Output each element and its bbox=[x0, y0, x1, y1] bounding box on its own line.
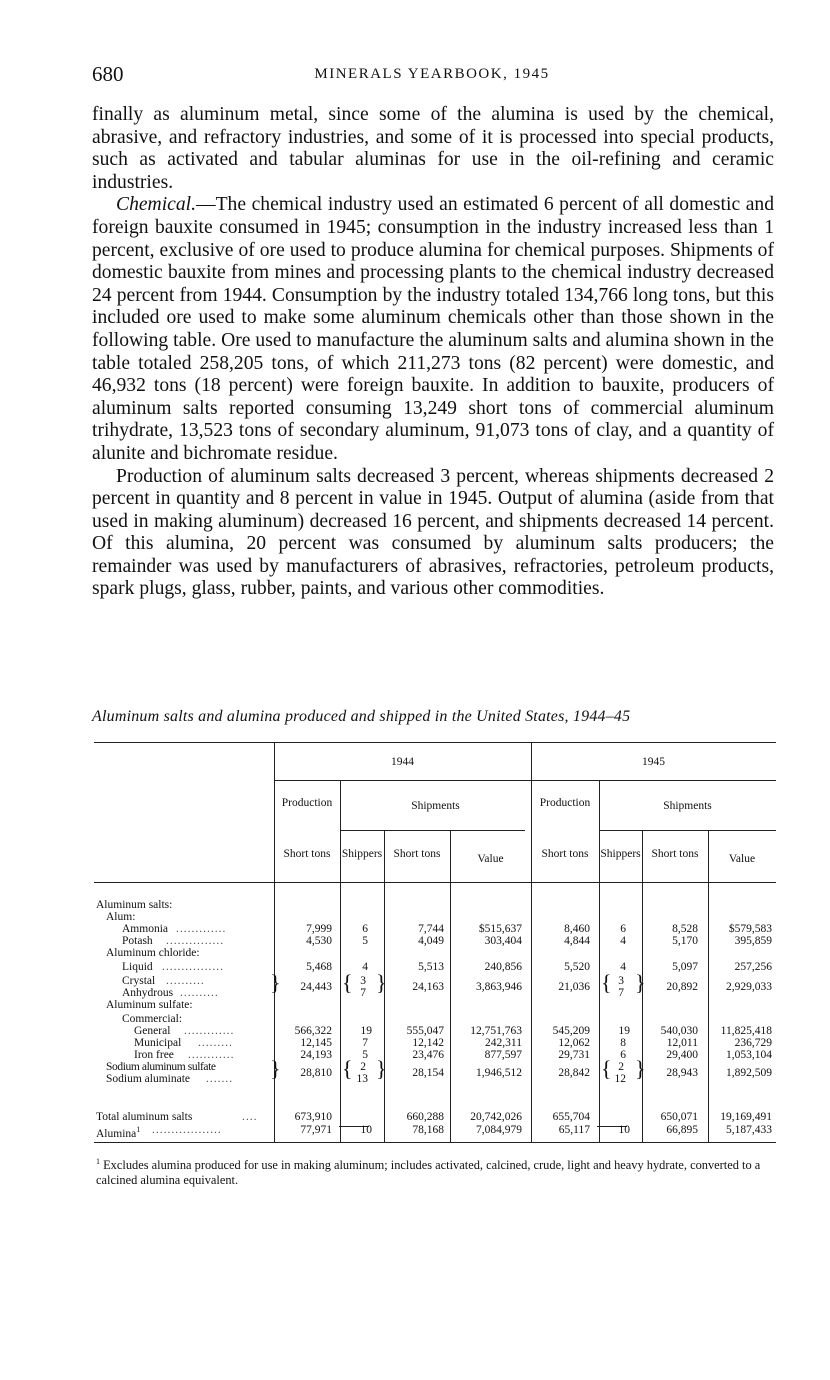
page-number: 680 bbox=[92, 62, 124, 86]
cell: 12,751,763 bbox=[470, 1025, 522, 1037]
cell: 3 bbox=[618, 975, 624, 987]
stub-sodium-aluminate: Sodium aluminate bbox=[106, 1073, 191, 1085]
stub-alum: Alum: bbox=[106, 911, 136, 923]
cell: 2 bbox=[360, 1061, 366, 1073]
table-rule-shipments-b bbox=[599, 830, 776, 831]
cell: 4,530 bbox=[306, 935, 332, 947]
cell: 660,288 bbox=[406, 1111, 444, 1123]
header-short-tons: Short tons bbox=[651, 848, 699, 860]
cell: 4,844 bbox=[564, 935, 590, 947]
table-col-rule bbox=[708, 830, 709, 1142]
stub-anhydrous: Anhydrous bbox=[122, 987, 174, 999]
brace-left: } bbox=[270, 970, 281, 995]
table-rule-head-bottom bbox=[94, 882, 776, 883]
cell: 10 bbox=[360, 1124, 372, 1136]
cell: 655,704 bbox=[552, 1111, 590, 1123]
dot-leader: .......... bbox=[180, 987, 219, 999]
cell: 8 bbox=[620, 1037, 626, 1049]
cell: 5,097 bbox=[672, 961, 698, 973]
paragraph-1: finally as aluminum metal, since some of the alumina is used by the chemical, abrasive, and refractory industries, and some of it is processed into special products, such as activated and tabular aluminas for use in the oil-refining and ceramic industries. bbox=[92, 104, 774, 193]
brace-right: } bbox=[376, 970, 387, 995]
dot-leader: .... bbox=[242, 1111, 258, 1123]
header-short-tons: Short tons bbox=[393, 848, 441, 860]
body-text bbox=[92, 104, 774, 601]
cell: 19,169,491 bbox=[720, 1111, 772, 1123]
dot-leader: ......... bbox=[198, 1037, 233, 1049]
cell: 5,513 bbox=[418, 961, 444, 973]
header-year-1945: 1945 bbox=[642, 756, 665, 768]
footnote-marker: 1 bbox=[136, 1125, 141, 1134]
brace-left: { bbox=[601, 970, 612, 995]
cell: 20,742,026 bbox=[470, 1111, 522, 1123]
cell: 5,468 bbox=[306, 961, 332, 973]
cell: 2 bbox=[618, 1061, 624, 1073]
cell: 78,168 bbox=[412, 1124, 444, 1136]
brace-right: } bbox=[376, 1056, 387, 1081]
stub-alumina-label: Alumina bbox=[96, 1127, 137, 1140]
header-value: Value bbox=[477, 853, 504, 865]
header-year-1944: 1944 bbox=[391, 756, 414, 768]
stub-sodium-aluminum-sulfate: Sodium aluminum sulfate bbox=[106, 1061, 216, 1073]
cell: 24,443 bbox=[300, 981, 332, 993]
cell: 2,929,033 bbox=[726, 981, 772, 993]
cell: 545,209 bbox=[552, 1025, 590, 1037]
cell: 6 bbox=[620, 923, 626, 935]
dot-leader: ....... bbox=[206, 1073, 234, 1085]
brace-right: } bbox=[635, 970, 646, 995]
cell: 540,030 bbox=[660, 1025, 698, 1037]
cell: 8,460 bbox=[564, 923, 590, 935]
stub-iron-free: Iron free bbox=[134, 1049, 174, 1061]
stub-ammonia: Ammonia bbox=[122, 923, 168, 935]
cell: 12,142 bbox=[412, 1037, 444, 1049]
cell: 21,036 bbox=[558, 981, 590, 993]
cell: 4,049 bbox=[418, 935, 444, 947]
header-short-tons: Short tons bbox=[541, 848, 589, 860]
cell: 12,062 bbox=[558, 1037, 590, 1049]
cell: 13 bbox=[356, 1073, 368, 1085]
cell: 19 bbox=[618, 1025, 630, 1037]
brace-right: } bbox=[635, 1056, 646, 1081]
cell: 28,154 bbox=[412, 1067, 444, 1079]
cell: 77,971 bbox=[300, 1124, 332, 1136]
cell: 12,011 bbox=[666, 1037, 698, 1049]
table-col-rule bbox=[599, 780, 600, 1142]
dot-leader: ............ bbox=[188, 1049, 235, 1061]
dot-leader: .......... bbox=[166, 975, 205, 987]
header-production-1945: Production bbox=[539, 797, 591, 809]
dot-leader: ............. bbox=[176, 923, 227, 935]
stub-crystal: Crystal bbox=[122, 975, 156, 987]
cell: 29,731 bbox=[558, 1049, 590, 1061]
cell: 28,943 bbox=[666, 1067, 698, 1079]
running-title: MINERALS YEARBOOK, 1945 bbox=[314, 66, 550, 82]
cell: 236,729 bbox=[734, 1037, 772, 1049]
cell: 240,856 bbox=[484, 961, 522, 973]
cell: $579,583 bbox=[728, 923, 772, 935]
cell: 5,520 bbox=[564, 961, 590, 973]
brace-left: { bbox=[601, 1056, 612, 1081]
cell: 20,892 bbox=[666, 981, 698, 993]
cell: 28,842 bbox=[558, 1067, 590, 1079]
table-rule-shipments-a bbox=[340, 830, 525, 831]
cell: 65,117 bbox=[558, 1124, 590, 1136]
paragraph-2-lead: Chemical. bbox=[116, 194, 196, 216]
cell: 4 bbox=[620, 961, 626, 973]
table-col-rule bbox=[450, 830, 451, 1142]
cell: 4 bbox=[620, 935, 626, 947]
stub-liquid: Liquid bbox=[122, 961, 153, 973]
cell: 566,322 bbox=[294, 1025, 332, 1037]
brace-left: { bbox=[342, 1056, 353, 1081]
dot-leader: ................ bbox=[162, 961, 224, 973]
cell: 7 bbox=[618, 987, 624, 999]
stub-aluminum-salts: Aluminum salts: bbox=[96, 899, 173, 911]
paragraph-3: Production of aluminum salts decreased 3 percent, whereas shipments decreased 2 percent in quantity and 8 percent in value in 1945. Output of alumina (aside from that used in making aluminum) decreased 16 percent, and shipments decreased 14 percent. Of this alumina, 20 percent was consumed by aluminum salts producers; the remainder was used by manufacturers of abrasives, refractories, petroleum products, spark plugs, glass, rubber, paints, and various other commodities. bbox=[92, 465, 774, 600]
dot-leader: .................. bbox=[152, 1124, 222, 1136]
paragraph-2-text: —The chemical industry used an estimated 6 percent of all domestic and foreign bauxite consumed in 1945; consumption in the industry increased less than 1 percent, exclusive of ore used to produce alumina for chemical purposes. Shipments of domestic bauxite from mines and processing plants to the chemical industry decreased 24 percent from 1944. Consumption by the industry totaled 134,766 long tons, but this included ore used to make some aluminum chemicals other than those shown in the following table. Ore used to manufacture the aluminum salts and alumina shown in the table totaled 258,205 tons, of which 211,273 tons (82 percent) were domestic, and 46,932 tons (18 percent) were foreign bauxite. In addition to bauxite, producers of aluminum salts reported consuming 13,249 short tons of commercial aluminum trihydrate, 13,523 tons of secondary aluminum, 91,073 tons of clay, and a quantity of alunite and bichromate residue. bbox=[92, 194, 774, 464]
table-footnote bbox=[96, 1155, 778, 1187]
cell: 6 bbox=[362, 923, 368, 935]
cell: 650,071 bbox=[660, 1111, 698, 1123]
cell: 3 bbox=[360, 975, 366, 987]
cell: 5,187,433 bbox=[726, 1124, 772, 1136]
cell: 66,895 bbox=[666, 1124, 698, 1136]
header-short-tons: Short tons bbox=[283, 848, 331, 860]
cell: 28,810 bbox=[300, 1067, 332, 1079]
cell: 19 bbox=[360, 1025, 372, 1037]
cell: 12,145 bbox=[300, 1037, 332, 1049]
cell: 673,910 bbox=[294, 1111, 332, 1123]
header-shipments-1945: Shipments bbox=[663, 800, 712, 812]
table-caption: Aluminum salts and alumina produced and shipped in the United States, 1944–45 bbox=[92, 708, 631, 725]
header-shipments-1944: Shipments bbox=[411, 800, 460, 812]
cell: 257,256 bbox=[734, 961, 772, 973]
cell: 11,825,418 bbox=[720, 1025, 772, 1037]
cell: 7,744 bbox=[418, 923, 444, 935]
stub-aluminum-chloride: Aluminum chloride: bbox=[106, 947, 200, 959]
stub-municipal: Municipal bbox=[134, 1037, 182, 1049]
footnote-number: 1 bbox=[96, 1157, 100, 1166]
table-col-rule bbox=[340, 780, 341, 1142]
cell: 4 bbox=[362, 961, 368, 973]
cell: 23,476 bbox=[412, 1049, 444, 1061]
cell: 5 bbox=[362, 1049, 368, 1061]
cell: 12 bbox=[614, 1073, 626, 1085]
dot-leader: ............. bbox=[184, 1025, 235, 1037]
cell: 24,163 bbox=[412, 981, 444, 993]
dot-leader: ............... bbox=[166, 935, 225, 947]
stub-potash: Potash bbox=[122, 935, 153, 947]
header-shippers: Shippers bbox=[341, 848, 383, 860]
table-rule-top bbox=[94, 742, 776, 743]
table-col-rule bbox=[531, 742, 532, 1142]
cell: 303,404 bbox=[484, 935, 522, 947]
paragraph-2 bbox=[92, 194, 774, 465]
stub-aluminum-sulfate: Aluminum sulfate: bbox=[106, 999, 193, 1011]
cell: 7 bbox=[360, 987, 366, 999]
stub-general: General bbox=[134, 1025, 171, 1037]
cell: 7,084,979 bbox=[476, 1124, 522, 1136]
cell: 5,170 bbox=[672, 935, 698, 947]
table-rule-year bbox=[274, 780, 776, 781]
cell: 24,193 bbox=[300, 1049, 332, 1061]
header-value: Value bbox=[728, 853, 756, 865]
cell: 6 bbox=[620, 1049, 626, 1061]
cell: 555,047 bbox=[406, 1025, 444, 1037]
cell: 29,400 bbox=[666, 1049, 698, 1061]
header-shippers: Shippers bbox=[600, 848, 641, 860]
stub-commercial: Commercial: bbox=[122, 1013, 183, 1025]
table-rule-bottom bbox=[94, 1142, 776, 1143]
stub-alumina bbox=[96, 1124, 140, 1140]
cell: 7 bbox=[362, 1037, 368, 1049]
cell: 1,892,509 bbox=[726, 1067, 772, 1079]
page-header bbox=[92, 62, 772, 88]
cell: 7,999 bbox=[306, 923, 332, 935]
cell: 1,053,104 bbox=[726, 1049, 772, 1061]
cell: 5 bbox=[362, 935, 368, 947]
cell: 395,859 bbox=[734, 935, 772, 947]
cell: 242,311 bbox=[485, 1037, 522, 1049]
cell: 8,528 bbox=[672, 923, 698, 935]
brace-left: { bbox=[342, 970, 353, 995]
stub-total: Total aluminum salts bbox=[96, 1111, 193, 1123]
cell: 1,946,512 bbox=[476, 1067, 522, 1079]
header-production-1944: Production bbox=[281, 797, 333, 809]
table-col-rule bbox=[274, 742, 275, 1142]
cell: 3,863,946 bbox=[476, 981, 522, 993]
cell: 877,597 bbox=[484, 1049, 522, 1061]
cell: $515,637 bbox=[478, 923, 522, 935]
footnote-text: Excludes alumina produced for use in making aluminum; includes activated, calcined, crude, light and heavy hydrate, converted to a calcined alumina equivalent. bbox=[96, 1158, 761, 1187]
cell: 10 bbox=[618, 1124, 630, 1136]
brace-left: } bbox=[270, 1056, 281, 1081]
